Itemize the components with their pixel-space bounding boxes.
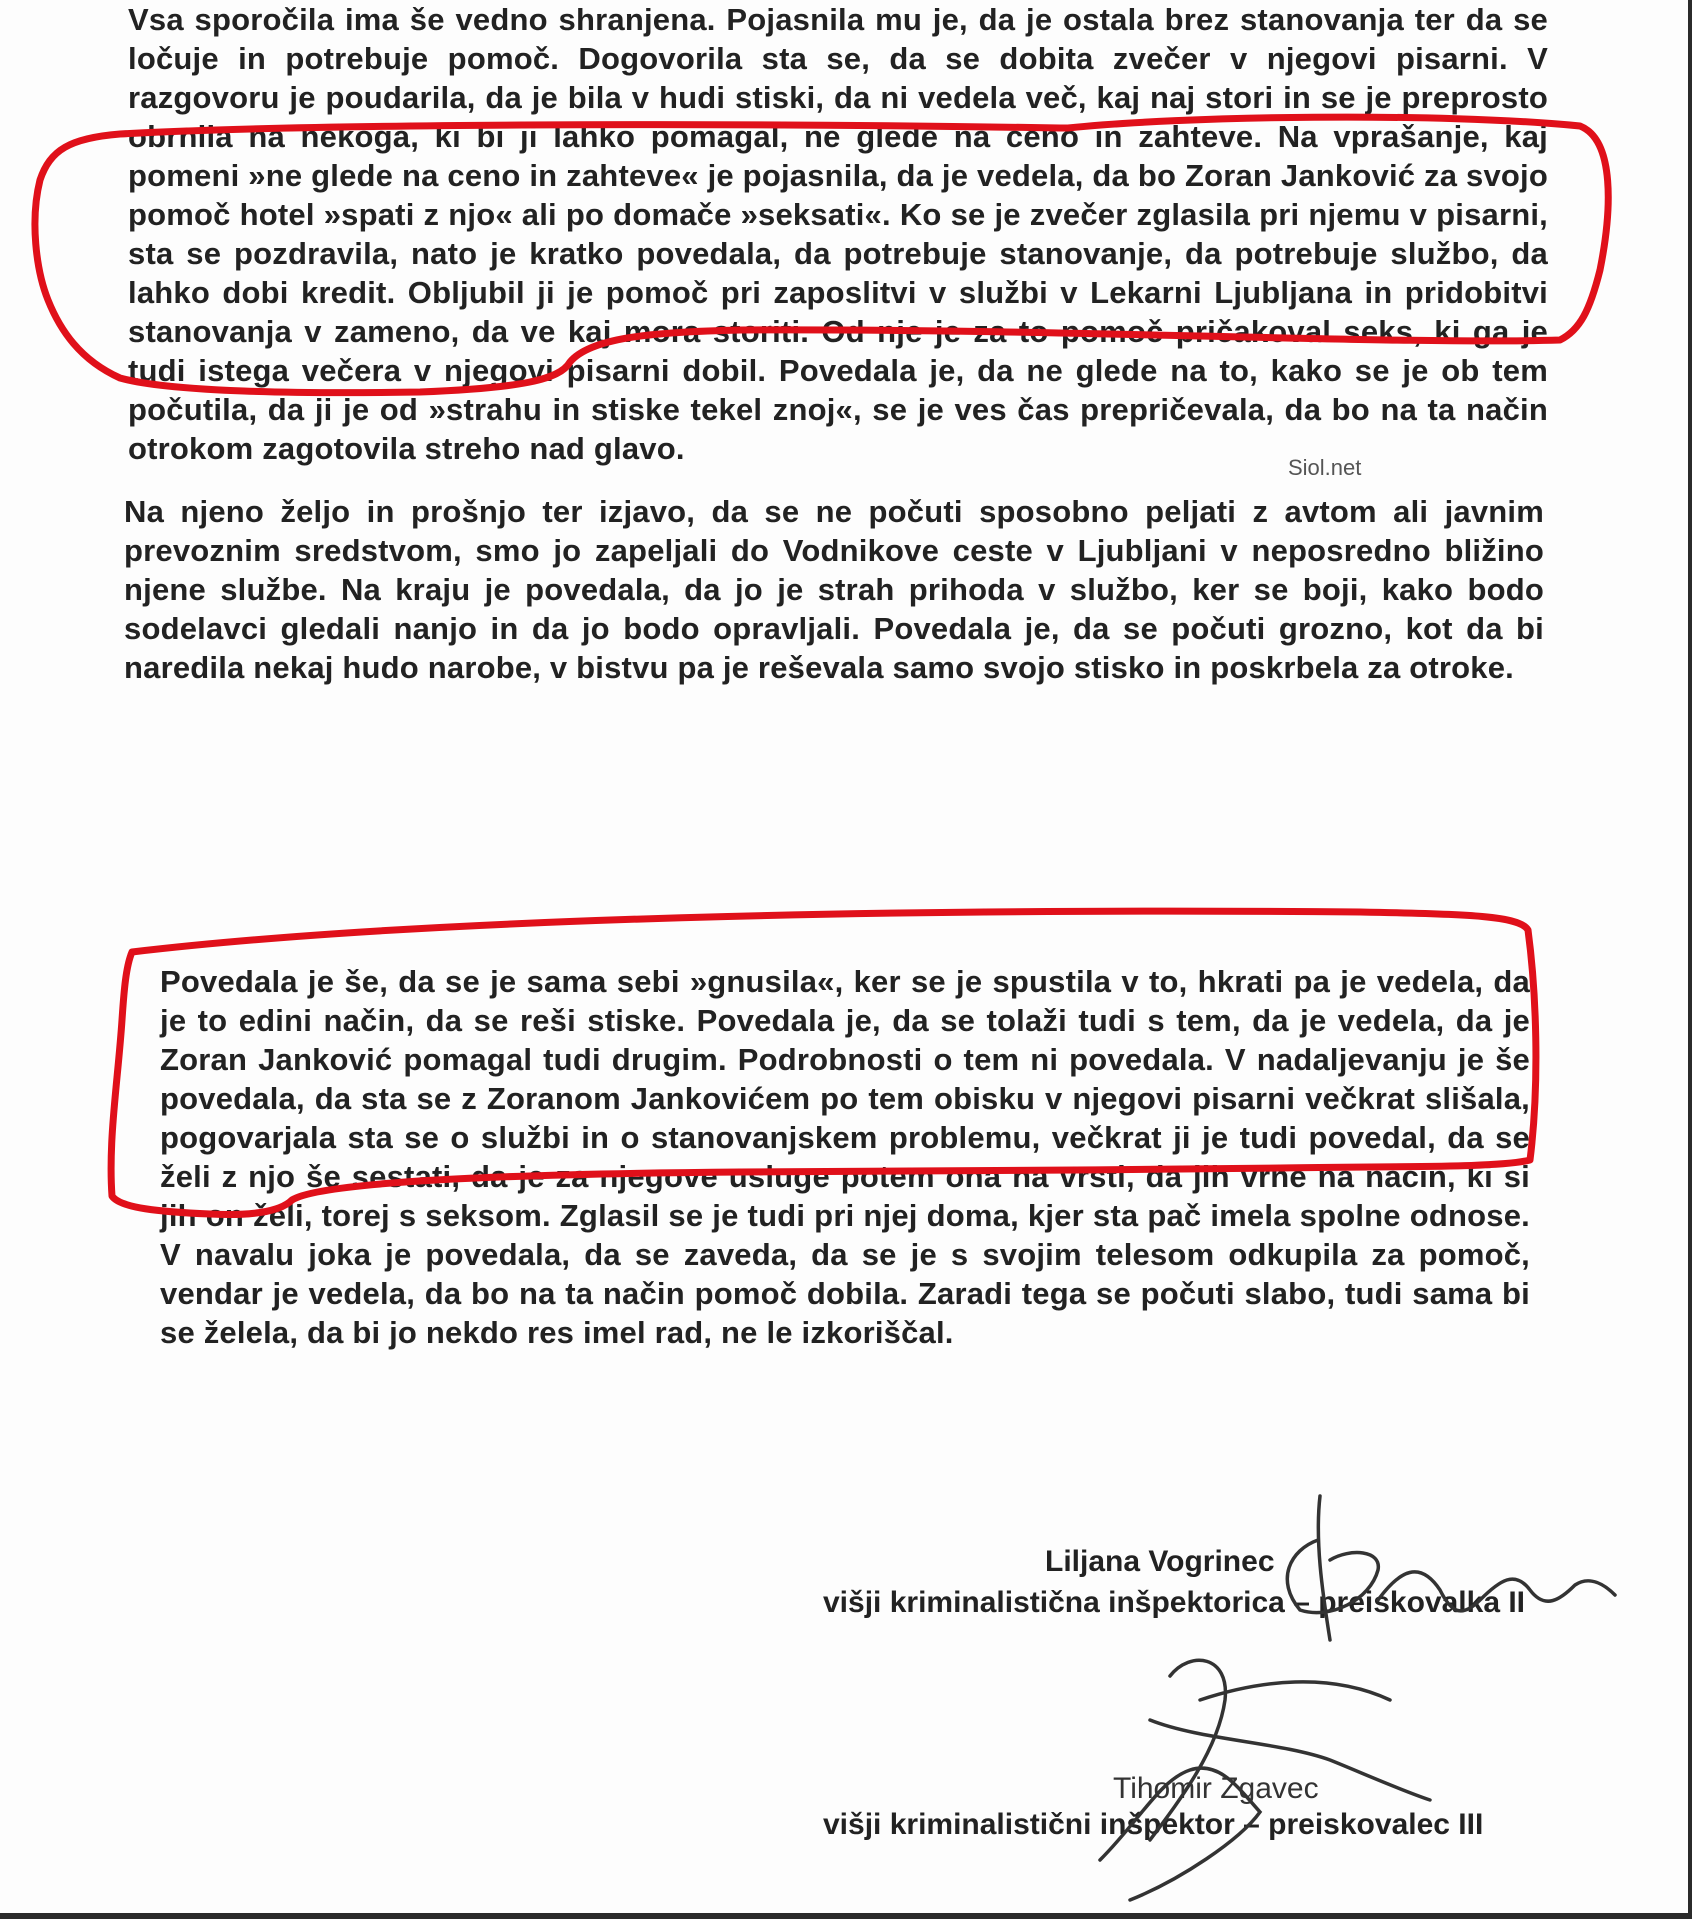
paragraph-transport: Na njeno željo in prošnjo ter izjavo, da se ne počuti sposobno peljati z avtom ali javnim prevoznim sredstvom, smo jo zapeljali do Vodnikove ceste v Ljubljani v neposredno bližino njene službe. Na kraju je povedala, da jo je strah prihoda v službo, ker se boji, kako bodo sodelavci gledali nanjo in da jo bodo opravljali. Povedala je, da se počuti grozno, kot da bi naredila nekaj hudo narobe, v bistvu pa je reševala samo svojo stisko in poskrbela za otroke. xyxy=(124,494,1544,685)
signatory-2-title: višji kriminalistični inšpektor – preiskovalec III xyxy=(823,1808,1484,1841)
handwritten-signature-2 xyxy=(1100,1660,1430,1900)
red-highlight-outline-2 xyxy=(111,911,1536,1214)
signatory-1-name: Liljana Vogrinec xyxy=(1045,1545,1275,1578)
page-edge-bottom xyxy=(0,1913,1692,1919)
signatory-2-name: Tihomir Zgavec xyxy=(1113,1772,1319,1805)
red-highlight-outline-1 xyxy=(35,117,1608,393)
paragraph-statement: Vsa sporočila ima še vedno shranjena. Pojasnila mu je, da je ostala brez stanovanja ter da se ločuje in potrebuje pomoč. Dogovorila sta se, da se dobita zvečer v njegovi pisarni. V razgovoru je poudarila, da je bila v hudi stiski, da ni vedela več, kaj naj stori in se je preprosto obrnila na nekoga, ki bi ji lahko pomagal, ne glede na ceno in zahteve. Na vprašanje, kaj pomeni »ne glede na ceno in zahteve« je pojasnila, da je vedela, da bo Zoran Janković za svojo pomoč hotel »spati z njo« ali po domače »seksati«. Ko se je zvečer zglasila pri njemu v pisarni, sta se pozdravila, nato je kratko povedala, da potrebuje stanovanje, da potrebuje službo, da lahko dobi kredit. Obljubil ji je pomoč pri zaposlitvi v službi v Lekarni Ljubljana in pridobitvi stanovanja v zameno, da ve kaj mora storiti. Od nje je za to pomoč pričakoval seks, ki ga je tudi istega večera v njegovi pisarni dobil. Povedala je, da ne glede na to, kako se je ob tem počutila, da ji je od »strahu in stiske tekel znoj«, se je ves čas prepričevala, da bo na ta način otrokom zagotovila streho nad glavo. xyxy=(128,2,1548,466)
page-edge-right xyxy=(1688,0,1692,1919)
watermark-siol: Siol.net xyxy=(1288,455,1362,480)
handwritten-signature-1 xyxy=(1287,1496,1615,1640)
signatory-1-title: višji kriminalistična inšpektorica – preiskovalka II xyxy=(823,1586,1526,1619)
paragraph-continuation: Povedala je še, da se je sama sebi »gnusila«, ker se je spustila v to, hkrati pa je vedela, da je to edini način, da se reši stiske. Povedala je, da se tolaži tudi s tem, da je vedela, da je Zoran Janković pomagal tudi drugim. Podrobnosti o tem ni povedala. V nadaljevanju je še povedala, da sta se z Zoranom Jankovićem po tem obisku v njegovi pisarni večkrat slišala, pogovarjala sta se o službi in o stanovanjskem problemu, večkrat ji je tudi povedal, da se želi z njo še sestati, da je za njegove usluge potem ona na vrsti, da jih vrne na način, ki si jih on želi, torej s seksom. Zglasil se je tudi pri njej doma, kjer sta pač imela spolne odnose. V navalu joka je povedala, da se zaveda, da se je s svojim telesom odkupila za pomoč, vendar je vedela, da bo na ta način pomoč dobila. Zaradi tega se počuti slabo, tudi sama bi se želela, da bi jo nekdo res imel rad, ne le izkoriščal. xyxy=(160,964,1530,1350)
